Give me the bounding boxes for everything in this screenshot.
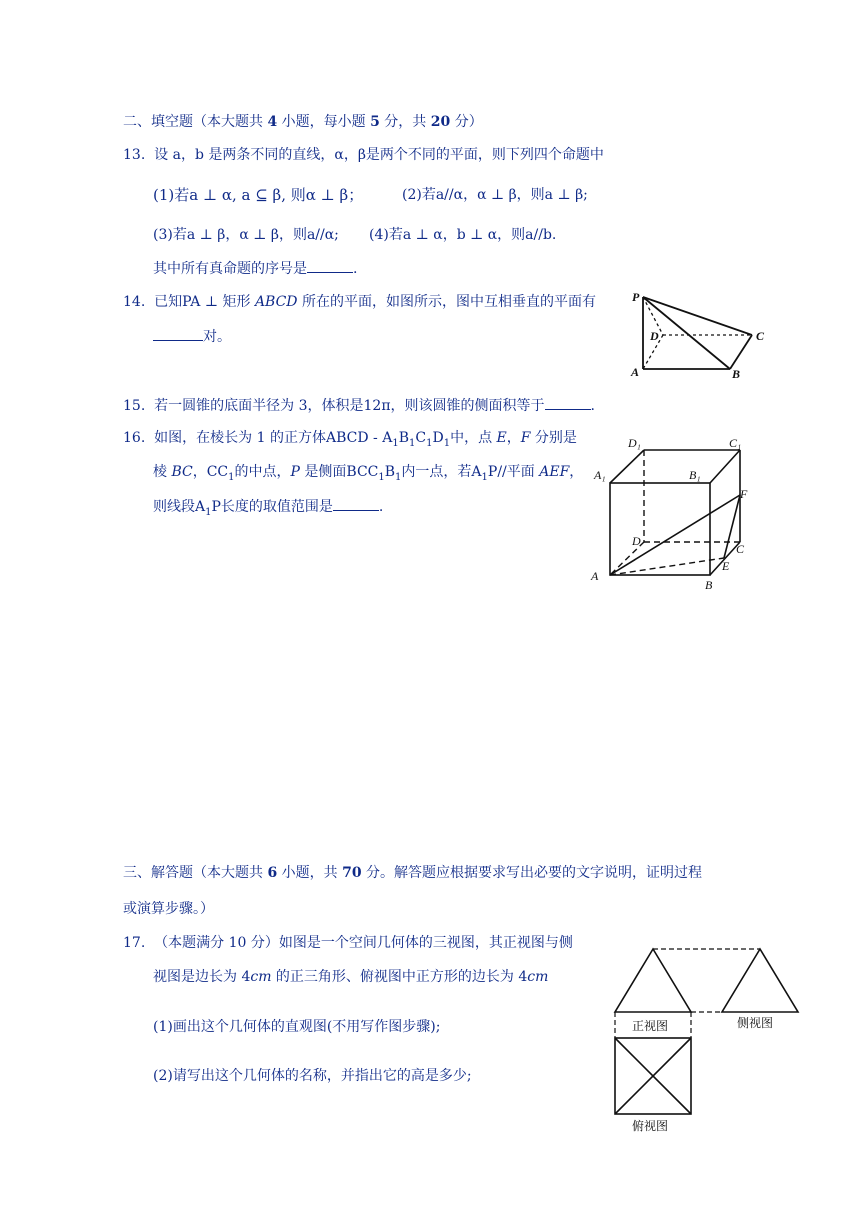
question-number: 15. bbox=[123, 398, 146, 414]
answer-blank bbox=[333, 496, 379, 511]
side-view-label: 侧视图 bbox=[737, 1016, 774, 1030]
q17-three-view-figure bbox=[610, 944, 810, 1134]
label-c1: C₁ bbox=[729, 436, 742, 450]
q17-line-2: 视图是边长为 4cm 的正三角形、俯视图中正方形的边长为 4cm bbox=[153, 969, 549, 985]
q14-pyramid-figure bbox=[628, 285, 776, 380]
q16-cube-figure bbox=[588, 428, 758, 592]
label-d: D bbox=[632, 534, 641, 548]
label-e: E bbox=[722, 559, 730, 573]
question-15: 15. 若一圆锥的底面半径为 3，体积是12π，则该圆锥的侧面积等于 . bbox=[123, 395, 595, 416]
label-a: A bbox=[631, 365, 640, 379]
q13-ask: 其中所有真命题的序号是 . bbox=[153, 258, 357, 279]
answer-blank bbox=[545, 395, 591, 410]
label-c: C bbox=[756, 329, 765, 343]
q16-line-3: 则线段$A_1P$长度的取值范围是 . bbox=[153, 496, 383, 517]
question-13: 13. 设 a，b 是两条不同的直线，α，β是两个不同的平面，则下列四个命题中 bbox=[123, 147, 604, 163]
q17-part-1: (1)画出这个几何体的直观图(不用写作图步骤); bbox=[153, 1019, 441, 1035]
q17-part-2: (2)请写出这个几何体的名称，并指出它的高是多少; bbox=[153, 1068, 472, 1084]
question-number: 17. bbox=[123, 935, 146, 951]
question-number: 16. bbox=[123, 430, 146, 446]
q13-proposition-1: (1)若a ⊥ α, a ⊆ β, 则α ⊥ β； bbox=[153, 186, 364, 204]
question-number: 13. bbox=[123, 147, 146, 163]
label-f: F bbox=[740, 487, 748, 501]
question-17: 17. （本题满分 10 分）如图是一个空间几何体的三视图，其正视图与侧 bbox=[123, 935, 573, 951]
q13-proposition-2: (2)若a//α，α ⊥ β，则a ⊥ β; bbox=[402, 187, 588, 203]
section-3-heading-line-2: 或演算步骤。） bbox=[123, 901, 214, 917]
answer-blank bbox=[307, 258, 353, 273]
label-b: B bbox=[732, 367, 741, 380]
q13-proposition-4: (4)若a ⊥ α，b ⊥ α，则a//b. bbox=[369, 227, 557, 243]
label-c: C bbox=[736, 542, 745, 556]
label-a: A bbox=[591, 569, 599, 583]
section-3-heading: 三、解答题（本大题共 6 小题，共 70 分。解答题应根据要求写出必要的文字说明，证明过程 bbox=[123, 865, 703, 881]
q14-line-2: 对。 bbox=[153, 326, 231, 347]
front-view-label: 正视图 bbox=[632, 1019, 669, 1033]
label-d: D bbox=[650, 329, 659, 343]
label-a1: A₁ bbox=[594, 468, 606, 482]
section-2-heading: 二、填空题（本大题共 4 小题，每小题 5 分，共 20 分） bbox=[123, 114, 483, 130]
q13-proposition-3: (3)若a ⊥ β，α ⊥ β，则a//α; bbox=[153, 227, 339, 243]
question-number: 14. bbox=[123, 294, 146, 310]
question-16: 16. 如图，在棱长为 1 的正方体ABCD - $A_1B_1C_1D_1$中，点 E，F 分别是 bbox=[123, 430, 577, 449]
top-view-label: 俯视图 bbox=[632, 1119, 669, 1133]
label-d1: D₁ bbox=[628, 436, 641, 450]
label-b1: B₁ bbox=[689, 468, 701, 482]
q16-line-2: 棱 BC，$CC_1$的中点，P 是侧面$BCC_1B_1$内一点，若$A_1P//$平面 AEF， bbox=[153, 464, 584, 483]
label-p: P bbox=[632, 290, 640, 304]
question-14: 14. 已知PA ⊥ 矩形 ABCD 所在的平面，如图所示，图中互相垂直的平面有 bbox=[123, 294, 596, 310]
label-b: B bbox=[705, 578, 713, 592]
answer-blank bbox=[153, 326, 203, 341]
